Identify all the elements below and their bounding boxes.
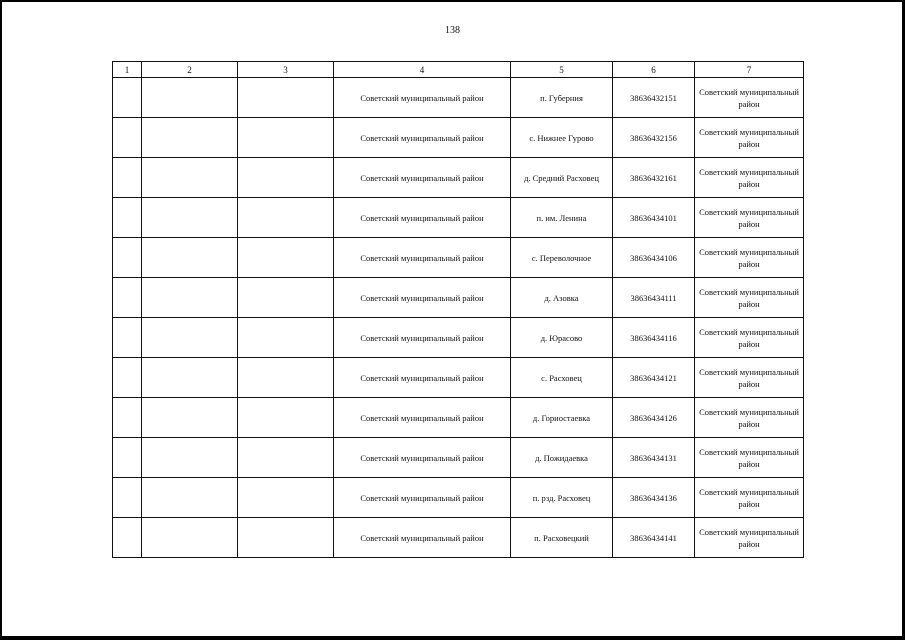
oktmo-code-cell: 38636434106 bbox=[613, 238, 695, 278]
row-number-cell bbox=[113, 118, 142, 158]
cell-col-3 bbox=[238, 398, 334, 438]
table-row bbox=[113, 398, 804, 438]
municipal-formation-cell: Советский муниципальный район bbox=[695, 78, 804, 118]
cell-col-3 bbox=[238, 118, 334, 158]
municipal-district-cell: Советский муниципальный район bbox=[334, 518, 511, 558]
municipal-district-cell: Советский муниципальный район bbox=[334, 478, 511, 518]
row-number-cell bbox=[113, 398, 142, 438]
municipal-formation-cell: Советский муниципальный район bbox=[695, 478, 804, 518]
municipal-district-cell: Советский муниципальный район bbox=[334, 318, 511, 358]
header-row bbox=[113, 62, 804, 78]
row-number-cell bbox=[113, 518, 142, 558]
table-row bbox=[113, 318, 804, 358]
settlement-name-cell: д. Гориостаевка bbox=[511, 398, 613, 438]
cell-col-2 bbox=[142, 478, 238, 518]
table-row bbox=[113, 278, 804, 318]
settlement-name-cell: п. Губерния bbox=[511, 78, 613, 118]
settlement-name-cell: с. Нижнее Гурово bbox=[511, 118, 613, 158]
cell-col-3 bbox=[238, 318, 334, 358]
municipal-formation-cell: Советский муниципальный район bbox=[695, 438, 804, 478]
municipal-formation-cell: Советский муниципальный район bbox=[695, 118, 804, 158]
municipal-formation-cell: Советский муниципальный район bbox=[695, 358, 804, 398]
municipal-district-cell: Советский муниципальный район bbox=[334, 78, 511, 118]
municipal-district-cell: Советский муниципальный район bbox=[334, 358, 511, 398]
cell-col-2 bbox=[142, 398, 238, 438]
settlement-name-cell: д. Пожидаевка bbox=[511, 438, 613, 478]
settlement-name-cell: п. Расховецкий bbox=[511, 518, 613, 558]
column-header-4: 4 bbox=[334, 62, 511, 78]
settlement-name-cell: д. Юрасово bbox=[511, 318, 613, 358]
cell-col-2 bbox=[142, 78, 238, 118]
oktmo-code-cell: 38636434131 bbox=[613, 438, 695, 478]
oktmo-code-cell: 38636434136 bbox=[613, 478, 695, 518]
oktmo-code-cell: 38636434111 bbox=[613, 278, 695, 318]
scan-border-left bbox=[0, 0, 2, 640]
cell-col-2 bbox=[142, 518, 238, 558]
table-row bbox=[113, 78, 804, 118]
oktmo-code-cell: 38636432156 bbox=[613, 118, 695, 158]
municipal-formation-cell: Советский муниципальный район bbox=[695, 398, 804, 438]
row-number-cell bbox=[113, 238, 142, 278]
municipal-district-cell: Советский муниципальный район bbox=[334, 158, 511, 198]
table-row bbox=[113, 118, 804, 158]
table-row bbox=[113, 438, 804, 478]
table-header bbox=[113, 62, 804, 78]
municipal-district-cell: Советский муниципальный район bbox=[334, 398, 511, 438]
municipal-formation-cell: Советский муниципальный район bbox=[695, 278, 804, 318]
oktmo-code-cell: 38636434101 bbox=[613, 198, 695, 238]
oktmo-code-cell: 38636432161 bbox=[613, 158, 695, 198]
municipal-district-cell: Советский муниципальный район bbox=[334, 238, 511, 278]
table-row bbox=[113, 198, 804, 238]
table-row bbox=[113, 478, 804, 518]
cell-col-2 bbox=[142, 438, 238, 478]
column-header-2: 2 bbox=[142, 62, 238, 78]
row-number-cell bbox=[113, 318, 142, 358]
column-header-7: 7 bbox=[695, 62, 804, 78]
row-number-cell bbox=[113, 158, 142, 198]
oktmo-code-cell: 38636434116 bbox=[613, 318, 695, 358]
oktmo-code-cell: 38636434141 bbox=[613, 518, 695, 558]
settlements-table bbox=[112, 61, 804, 558]
cell-col-3 bbox=[238, 358, 334, 398]
cell-col-2 bbox=[142, 118, 238, 158]
table-row bbox=[113, 358, 804, 398]
table-row bbox=[113, 518, 804, 558]
column-header-3: 3 bbox=[238, 62, 334, 78]
cell-col-3 bbox=[238, 518, 334, 558]
cell-col-3 bbox=[238, 438, 334, 478]
oktmo-code-cell: 38636434126 bbox=[613, 398, 695, 438]
row-number-cell bbox=[113, 78, 142, 118]
cell-col-3 bbox=[238, 238, 334, 278]
column-header-5: 5 bbox=[511, 62, 613, 78]
row-number-cell bbox=[113, 478, 142, 518]
oktmo-code-cell: 38636434121 bbox=[613, 358, 695, 398]
municipal-district-cell: Советский муниципальный район bbox=[334, 438, 511, 478]
table-body bbox=[113, 78, 804, 558]
oktmo-code-cell: 38636432151 bbox=[613, 78, 695, 118]
municipal-formation-cell: Советский муниципальный район bbox=[695, 158, 804, 198]
cell-col-3 bbox=[238, 278, 334, 318]
page-number: 138 bbox=[445, 25, 460, 36]
settlement-name-cell: п. рзд. Расховец bbox=[511, 478, 613, 518]
column-header-1: 1 bbox=[113, 62, 142, 78]
row-number-cell bbox=[113, 358, 142, 398]
settlement-name-cell: д. Азовка bbox=[511, 278, 613, 318]
municipal-formation-cell: Советский муниципальный район bbox=[695, 198, 804, 238]
cell-col-2 bbox=[142, 278, 238, 318]
cell-col-3 bbox=[238, 478, 334, 518]
row-number-cell bbox=[113, 438, 142, 478]
cell-col-2 bbox=[142, 198, 238, 238]
cell-col-2 bbox=[142, 318, 238, 358]
settlement-name-cell: д. Средний Расховец bbox=[511, 158, 613, 198]
municipal-district-cell: Советский муниципальный район bbox=[334, 198, 511, 238]
table-row bbox=[113, 158, 804, 198]
column-header-6: 6 bbox=[613, 62, 695, 78]
settlement-name-cell: с. Расховец bbox=[511, 358, 613, 398]
scan-border-top bbox=[0, 0, 905, 2]
scan-border-bottom bbox=[0, 636, 905, 640]
cell-col-3 bbox=[238, 158, 334, 198]
municipal-district-cell: Советский муниципальный район bbox=[334, 118, 511, 158]
cell-col-3 bbox=[238, 198, 334, 238]
cell-col-2 bbox=[142, 358, 238, 398]
municipal-formation-cell: Советский муниципальный район bbox=[695, 238, 804, 278]
table-row bbox=[113, 238, 804, 278]
settlement-name-cell: п. им. Ленина bbox=[511, 198, 613, 238]
cell-col-2 bbox=[142, 158, 238, 198]
municipal-formation-cell: Советский муниципальный район bbox=[695, 318, 804, 358]
cell-col-2 bbox=[142, 238, 238, 278]
municipal-district-cell: Советский муниципальный район bbox=[334, 278, 511, 318]
settlement-name-cell: с. Переволочное bbox=[511, 238, 613, 278]
cell-col-3 bbox=[238, 78, 334, 118]
row-number-cell bbox=[113, 278, 142, 318]
row-number-cell bbox=[113, 198, 142, 238]
municipal-formation-cell: Советский муниципальный район bbox=[695, 518, 804, 558]
